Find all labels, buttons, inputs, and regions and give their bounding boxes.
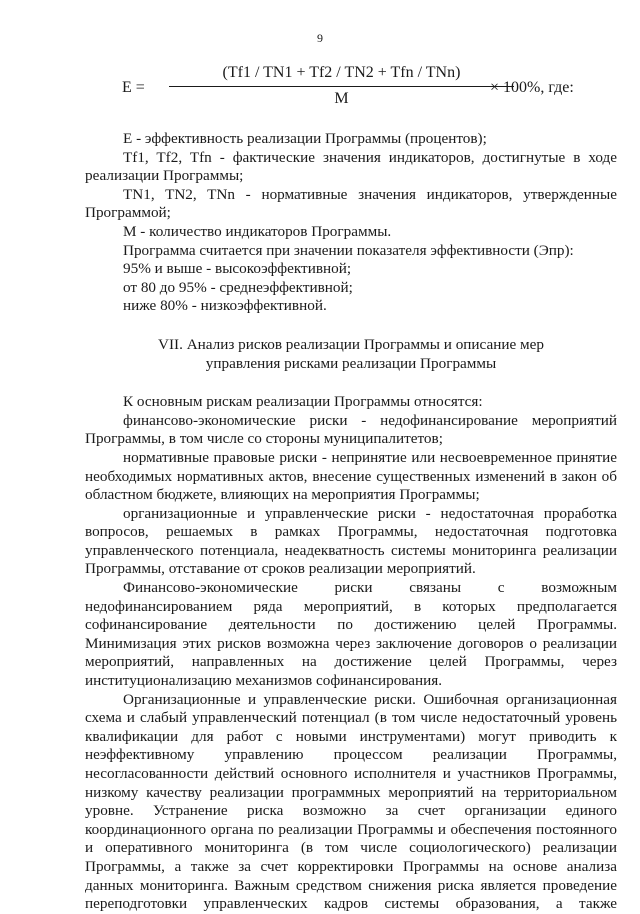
paragraph-legal-risks: нормативные правовые риски - непринятие или несвоевременное принятие необходимых нормативных актов, внесение существенных изменений в закон об областном бюджете, влияющих на мероприятия Программы; <box>85 448 617 504</box>
criteria-high: 95% и выше - высокоэффективной; <box>123 260 352 278</box>
formula-numerator: (Tf1 / TN1 + Tf2 / TN2 + Tfn / TNn) <box>169 64 514 87</box>
paragraph-financial-risks: финансово-экономические риски - недофинансирование мероприятий Программы, в том числе со стороны муниципалитетов; <box>85 411 617 448</box>
page-number: 9 <box>317 31 323 45</box>
formula-lhs: E = <box>122 79 145 96</box>
paragraph-financial-mitigation: Финансово-экономические риски связаны с возможным недофинансированием ряда мероприятий, в которых предполагается софинансирование деятельности по достижению целей Программы. Минимизация этих рисков возможна через заключение договоров о реализации мероприятий, направленных на достижение целей Программы, через институционализацию механизмов софинансирования. <box>85 579 617 690</box>
definition-tf: Tf1, Tf2, Tfn - фактические значения индикаторов, достигнутые в ходе реализации Программы; <box>85 148 617 185</box>
paragraph-risks-intro: К основным рискам реализации Программы относятся: <box>123 393 483 411</box>
section-heading <box>85 336 617 373</box>
formula-denominator: M <box>334 89 349 107</box>
paragraph-organizational-mitigation: Организационные и управленческие риски. Ошибочная организационная схема и слабый управленческий потенциал (в том числе недостаточный уровень квалификации для работ с новыми инструментами) могут приводить к неэффективному управлению процессом реализации Программы, несогласованности действий основного исполнителя и участников Программы, низкому качеству реализации программных мероприятий на территориальном уровне. Устранение риска возможно за счет организации единого координационного органа по реализации Программы и обеспечения постоянного и оперативного мониторинга (в том числе социологического) реализации Программы, а также за счет корректировки Программы на основе анализа данных мониторинга. Важным средством снижения риска является проведение переподготовки управленческих кадров системы образования, а также <box>85 690 617 913</box>
section-heading-line-1: VII. Анализ рисков реализации Программы и описание мер <box>158 335 544 353</box>
section-heading-line-2: управления рисками реализации Программы <box>205 354 497 372</box>
criteria-medium: от 80 до 95% - среднеэффективной; <box>123 278 353 296</box>
definition-e: Е - эффективность реализации Программы (процентов); <box>123 130 487 147</box>
definition-m: М - количество индикаторов Программы. <box>123 222 392 240</box>
efficiency-criteria-intro: Программа считается при значении показателя эффективности (Эпр): <box>123 241 574 259</box>
document-body <box>85 130 617 914</box>
formula-fraction <box>169 64 514 108</box>
definition-tn: TN1, TN2, TNn - нормативные значения индикаторов, утвержденные Программой; <box>85 185 617 222</box>
paragraph-organizational-risks: организационные и управленческие риски - недостаточная проработка вопросов, решаемых в рамках Программы, недостаточная подготовка управленческого потенциала, неадекватность системы мониторинга реализации Программы, отставание от сроков реализации мероприятий. <box>85 504 617 578</box>
efficiency-formula <box>122 64 602 120</box>
criteria-low: ниже 80% - низкоэффективной. <box>123 297 327 315</box>
formula-rhs: × 100%, где: <box>490 79 574 96</box>
